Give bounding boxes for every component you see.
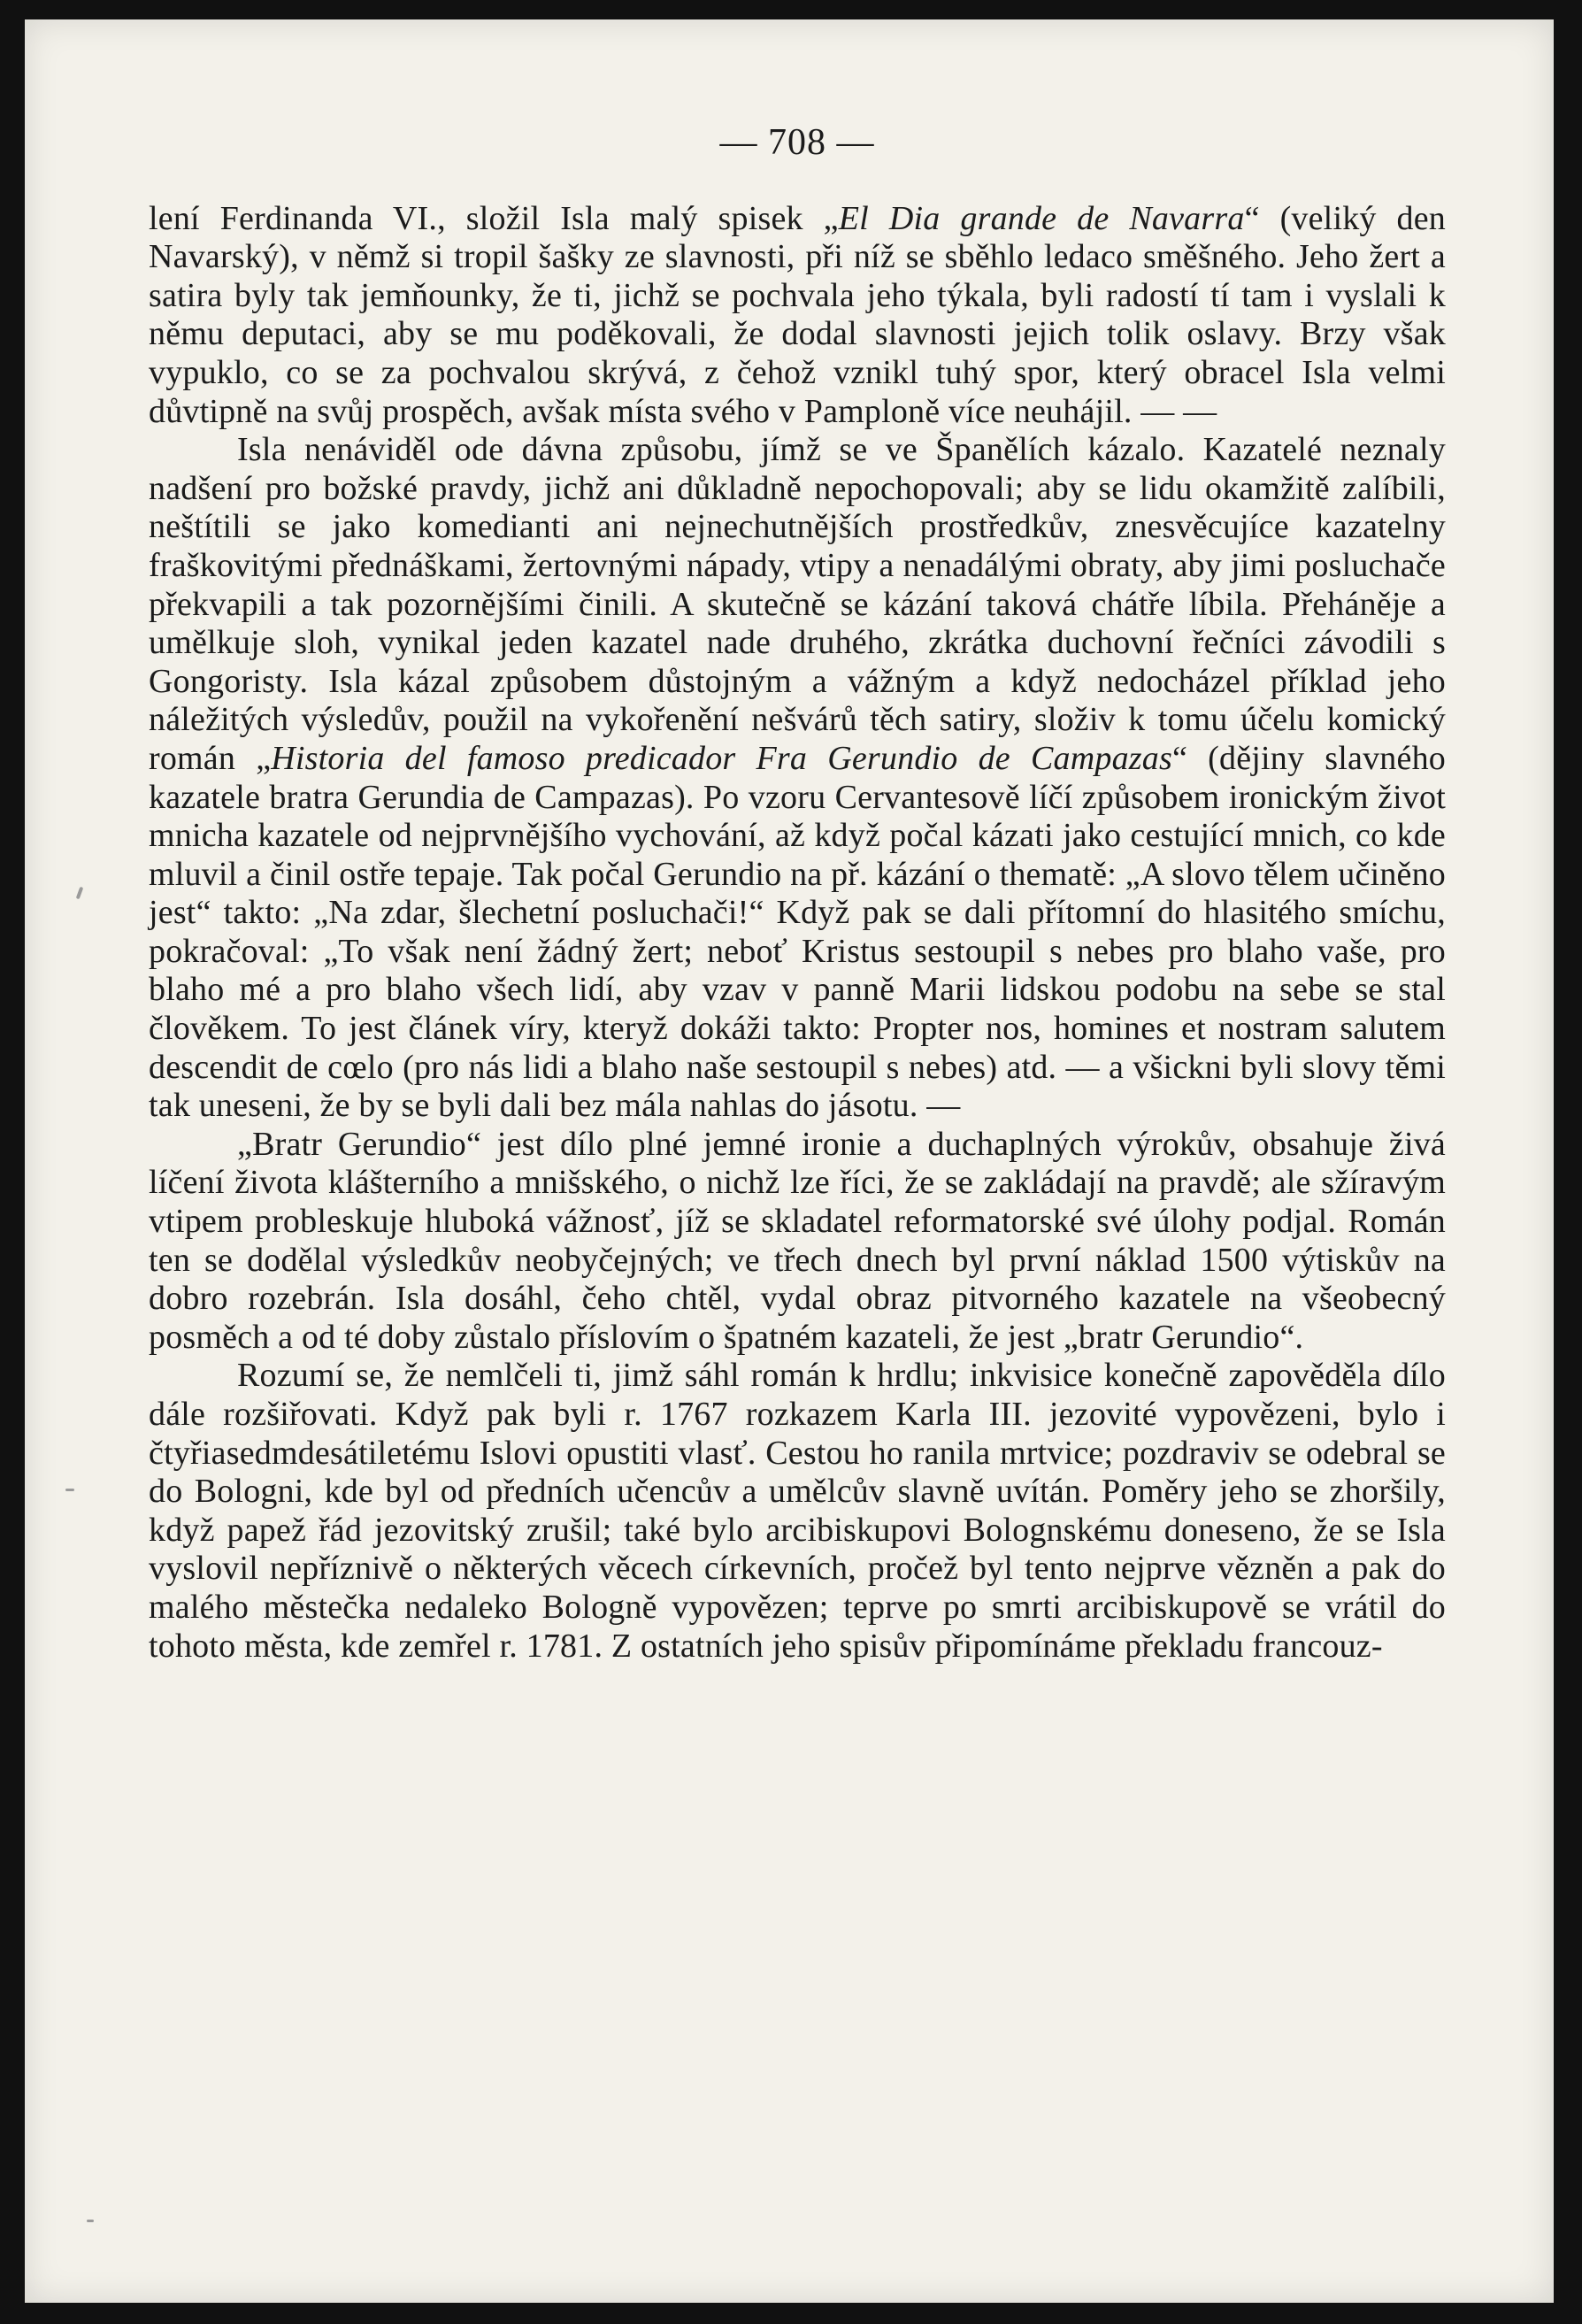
text-segment: “ (veliký den Navarský), v němž si tropil šašky ze slavnosti, při níž se sběhlo ledaco směšného. Jeho žert a satira byly tak jemňounky, že ti, jichž se pochvala jeho týkala, byli radostí tí tam i vyslali k němu deputaci, aby se mu poděkovali, že dodal slavnosti jejich tolik oslavy. Brzy však vypuklo, co se za pochvalou skrývá, z čehož vznikl tuhý spor, který obracel Isla velmi důvtipně na svůj prospěch, avšak místa svého v Pamploně více neuhájil. — — <box>149 199 1447 430</box>
book-title-italic: Historia del famoso predicador Fra Gerundio de Campazas <box>271 739 1172 777</box>
text-segment: Isla nenáviděl ode dávna způsobu, jímž se ve Španělích kázalo. Kazatelé neznaly nadšení pro božské pravdy, jichž ani důkladně nepochopovali; aby se lidu okamžitě zalíbili, neštítili se jako komedianti ani nejnechutnějších prostředkův, znesvěcujíce kazatelny fraškovitými přednáškami, žertovnými nápady, vtipy a nenadálými obraty, aby jimi posluchače překvapili a tak pozornějšími činili. A skutečně se kázání taková chátře líbila. Přeháněje a umělkuje sloh, vynikal jeden kazatel nade druhého, zkrátka duchovní řečníci závodili s Gongoristy. Isla kázal způsobem důstojným a vážným a když nedocházel příklad jeho náležitých výsledův, použil na vykořenění nešvárů těch satiry, složiv k tomu účelu komický román „ <box>149 431 1446 777</box>
paragraph-3 <box>149 1126 1446 1358</box>
paragraph-2 <box>149 431 1446 1126</box>
text-segment: Rozumí se, že nemlčeli ti, jimž sáhl román k hrdlu; inkvisice konečně zapověděla dílo dále rozšiřovati. Když pak byli r. 1767 rozkazem Karla III. jezovité vypovězeni, bylo i čtyřiasedmdesátiletému Islovi opustiti vlasť. Cestou ho ranila mrtvice; pozdraviv se odebral se do Bologni, kde byl od předních učencův a umělcův slavně uvítán. Poměry jeho se zhoršily, když papež řád jezovitský zrušil; také bylo arcibiskupovi Bolognskému doneseno, že se Isla vyslovil nepříznivě o některých věcech církevních, pročež byl tento nejprve vězněn a pak do malého městečka nedaleko Bologně vypovězen; teprve po smrti arcibiskupově se vrátil do tohoto města, kde zemřel r. 1781. Z ostatních jeho spisův připomínáme překladu francouz- <box>149 1357 1446 1665</box>
text-segment: lení Ferdinanda VI., složil Isla malý spisek „ <box>149 199 839 237</box>
scan-speck <box>76 887 84 900</box>
paragraph-4 <box>149 1357 1446 1666</box>
page-number: — 708 — <box>719 122 875 163</box>
page-text-block <box>149 124 1446 1666</box>
book-title-italic: El Dia grande de Navarra <box>838 199 1245 237</box>
text-segment: „Bratr Gerundio“ jest dílo plné jemné ironie a duchaplných výrokův, obsahuje živá líčení života klášterního a mnišského, o nichž lze říci, že se zakládají na pravdě; ale sžíravým vtipem probleskuje hluboká vážnosť, jíž se skladatel reformatorské své úlohy podjal. Román ten se dodělal výsledkův neobyčejných; ve třech dnech byl první náklad 1500 výtiskův na dobro rozebrán. Isla dosáhl, čeho chtěl, vydal obraz pitvorného kazatele na všeobecný posměch a od té doby zůstalo příslovím o špatném kazateli, že jest „bratr Gerundio“. <box>149 1125 1446 1356</box>
scan-speck <box>65 1489 74 1491</box>
text-segment: “ (dějiny slavného kazatele bratra Gerundia de Campazas). Po vzoru Cervantesově líčí způsobem ironickým život mnicha kazatele od nejprvnějšího vychování, až když počal kázati jako cestující mnich, co kde mluvil a činil ostře tepaje. Tak počal Gerundio na př. kázání o thematě: „A slovo tělem učiněno jest“ takto: „Na zdar, šlechetní posluchači!“ Když pak se dali přítomní do hlasitého smíchu, pokračoval: „To však není žádný žert; neboť Kristus sestoupil s nebes pro blaho vaše, pro blaho mé a pro blaho všech lidí, aby vzav v panně Marii lidskou podobu na sebe se stal člověkem. To jest článek víry, kteryž dokáži takto: Propter nos, homines et nostram salutem descendit de cœlo (pro nás lidi a blaho naše sestoupil s nebes) atd. — a všickni byli slovy těmi tak uneseni, že by se byli dali bez mála nahlas do jásotu. — <box>149 739 1446 1125</box>
scan-speck <box>87 2220 94 2222</box>
paragraph-1 <box>149 200 1446 432</box>
